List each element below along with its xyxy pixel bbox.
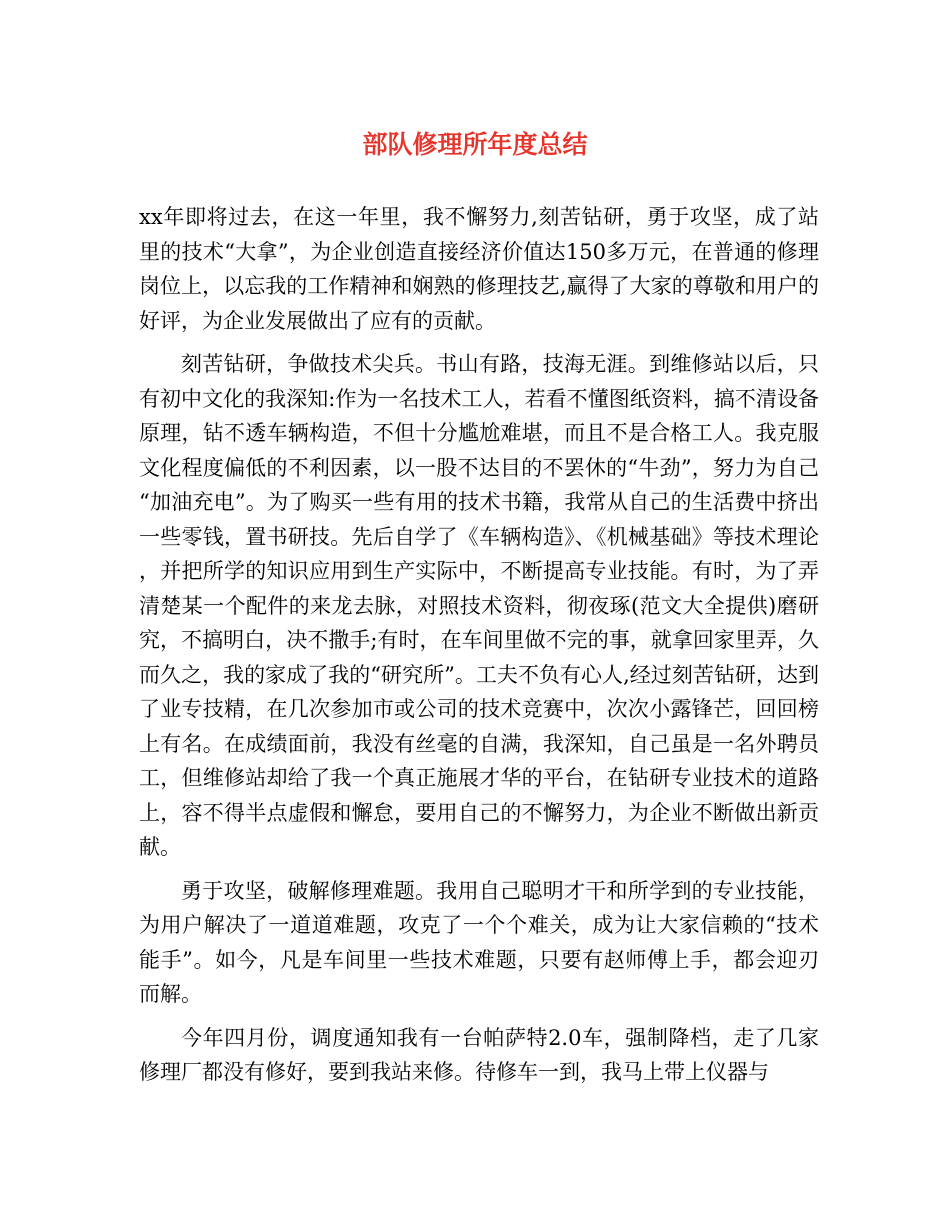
page-title: 部队修理所年度总结 (362, 130, 588, 159)
document-body (139, 200, 819, 1099)
paragraph-study: 刻苦钻研，争做技术尖兵。书山有路，技海无涯。到维修站以后，只有初中文化的我深知:作为一名技术工人，若看不懂图纸资料，搞不清设备原理，钻不透车辆构造，不但十分尴尬难堪，而且不是合格工人。我克服文化程度偏低的不利因素，以一股不达目的不罢休的“牛劲”，努力为自己“加油充电”。为了购买一些有用的技术书籍，我常从自己的生活费中挤出一些零钱，置书研技。先后自学了《车辆构造》、《机械基础》等技术理论，并把所学的知识应用到生产实际中，不断提高专业技能。有时，为了弄清楚某一个配件的来龙去脉，对照技术资料，彻夜琢(范文大全提供)磨研究，不搞明白，决不撒手;有时，在车间里做不完的事，就拿回家里弄，久而久之，我的家成了我的“研究所”。工夫不负有心人,经过刻苦钻研，达到了业专技精，在几次参加市或公司的技术竞赛中，次次小露锋芒，回回榜上有名。在成绩面前，我没有丝毫的自满，我深知，自己虽是一名外聘员工，但维修站却给了我一个真正施展才华的平台，在钻研专业技术的道路上，容不得半点虚假和懈怠，要用自己的不懈努力，为企业不断做出新贡献。 (139, 352, 819, 859)
paragraph-intro: xx年即将过去，在这一年里，我不懈努力,刻苦钻研，勇于攻坚，成了站里的技术“大拿”，为企业创造直接经济价值达150多万元，在普通的修理岗位上，以忘我的工作精神和娴熟的修理技艺,赢得了大家的尊敬和用户的好评，为企业发展做出了应有的贡献。 (139, 205, 819, 333)
paragraph-april-case: 今年四月份，调度通知我有一台帕萨特2.0车，强制降档，走了几家修理厂都没有修好，要到我站来修。待修车一到，我马上带上仪器与 (139, 1025, 819, 1084)
paragraph-problem-solving: 勇于攻坚，破解修理难题。我用自己聪明才干和所学到的专业技能，为用户解决了一道道难题，攻克了一个个难关，成为让大家信赖的“技术能手”。如今，凡是车间里一些技术难题，只要有赵师傅上手，都会迎刃而解。 (139, 878, 819, 1006)
